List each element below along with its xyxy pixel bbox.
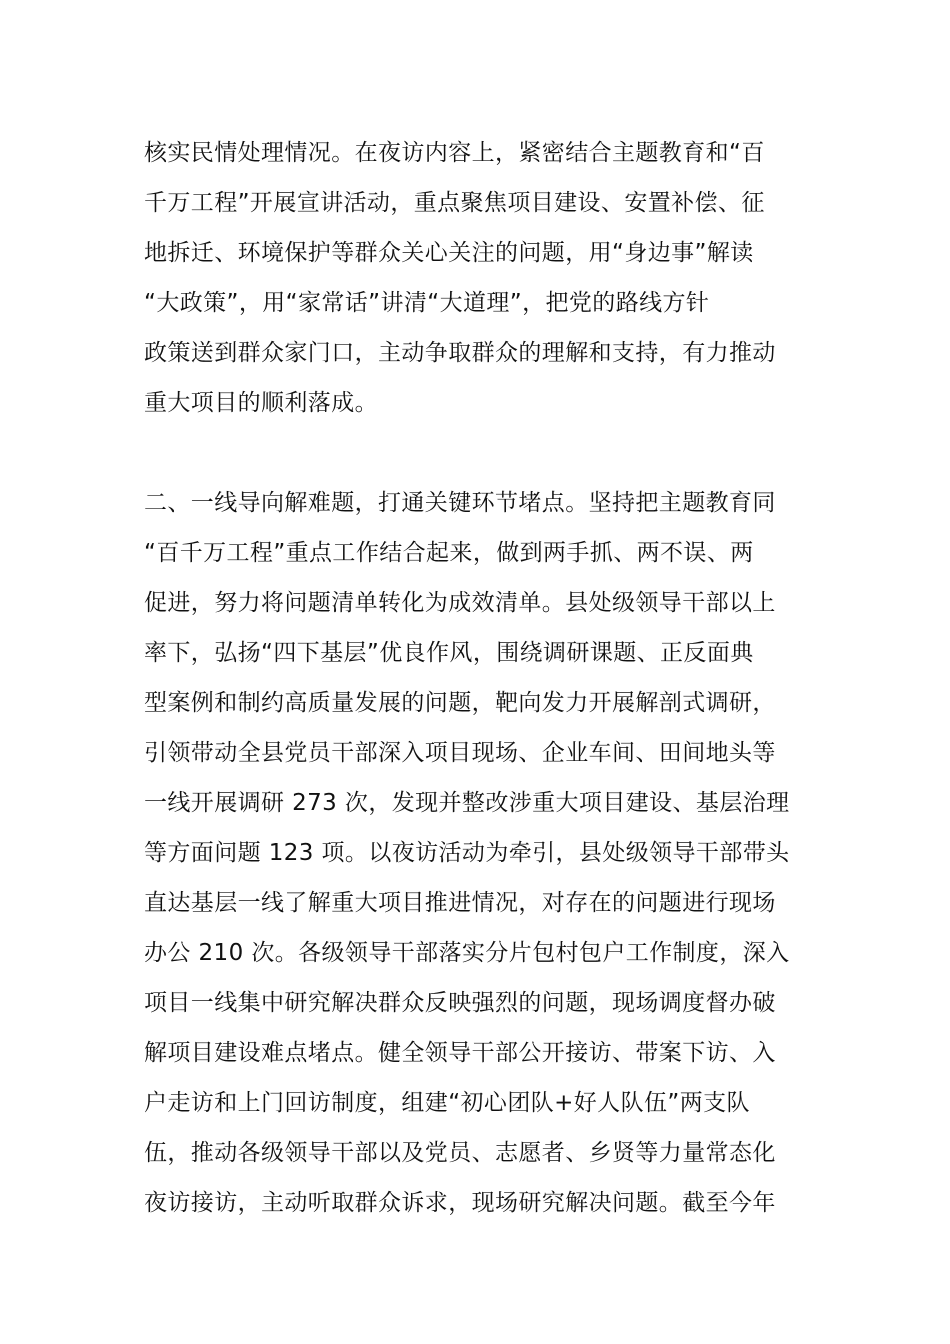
text-line: 等方面问题 123 项。以夜访活动为牵引，县处级领导干部带头 [144, 840, 790, 866]
text-line: 核实民情处理情况。在夜访内容上，紧密结合主题教育和“百 [144, 140, 765, 166]
text-line: “大政策”，用“家常话”讲清“大道理”，把党的路线方针 [144, 290, 710, 316]
text-line: 千万工程”开展宣讲活动，重点聚焦项目建设、安置补偿、征 [144, 190, 765, 216]
text-line: “百千万工程”重点工作结合起来，做到两手抓、两不误、两 [144, 540, 754, 566]
text-line: 直达基层一线了解重大项目推进情况，对存在的问题进行现场 [144, 890, 776, 916]
paragraph-spacer [144, 428, 810, 478]
text-line: 政策送到群众家门口，主动争取群众的理解和支持，有力推动 [144, 340, 776, 366]
text-line: 户走访和上门回访制度，组建“初心团队+好人队伍”两支队 [144, 1090, 750, 1116]
text-line: 引领带动全县党员干部深入项目现场、企业车间、田间地头等 [144, 740, 776, 766]
text-line: 型案例和制约高质量发展的问题，靶向发力开展解剖式调研， [144, 690, 776, 716]
text-line: 二、一线导向解难题，打通关键环节堵点。坚持把主题教育同 [144, 490, 776, 516]
text-line: 办公 210 次。各级领导干部落实分片包村包户工作制度，深入 [144, 940, 790, 966]
text-line: 解项目建设难点堵点。健全领导干部公开接访、带案下访、入 [144, 1040, 776, 1066]
text-line: 地拆迁、环境保护等群众关心关注的问题，用“身边事”解读 [144, 240, 754, 266]
text-line: 夜访接访，主动听取群众诉求，现场研究解决问题。截至今年 [144, 1190, 776, 1216]
document-body [144, 128, 810, 1228]
paragraph-2 [144, 478, 810, 1228]
text-line: 重大项目的顺利落成。 [144, 390, 378, 416]
text-line: 一线开展调研 273 次，发现并整改涉重大项目建设、基层治理 [144, 790, 790, 816]
text-line: 促进，努力将问题清单转化为成效清单。县处级领导干部以上 [144, 590, 776, 616]
text-line: 项目一线集中研究解决群众反映强烈的问题，现场调度督办破 [144, 990, 776, 1016]
text-line: 伍，推动各级领导干部以及党员、志愿者、乡贤等力量常态化 [144, 1140, 776, 1166]
paragraph-1 [144, 128, 810, 428]
text-line: 率下，弘扬“四下基层”优良作风，围绕调研课题、正反面典 [144, 640, 754, 666]
